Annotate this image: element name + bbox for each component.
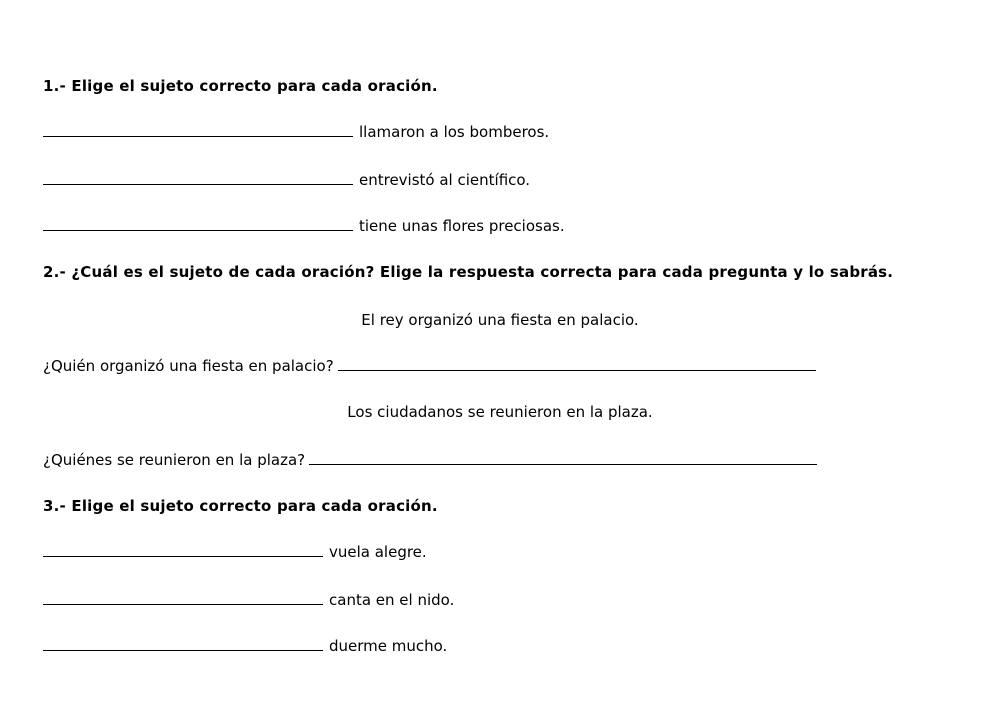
item-text: canta en el nido. — [329, 591, 455, 609]
item-text: tiene unas flores preciosas. — [359, 217, 565, 235]
section-3-item-1 — [43, 542, 427, 562]
question-text: ¿Quién organizó una fiesta en palacio? — [43, 357, 334, 375]
item-text: duerme mucho. — [329, 637, 448, 655]
section-1-heading: 1.- Elige el sujeto correcto para cada oración. — [43, 77, 438, 95]
item-text: llamaron a los bomberos. — [359, 123, 550, 141]
section-2-question-1 — [43, 356, 816, 376]
section-3-item-3 — [43, 636, 447, 656]
item-text: entrevistó al científico. — [359, 171, 531, 189]
section-1-item-2 — [43, 170, 530, 190]
answer-blank[interactable] — [43, 216, 353, 231]
answer-blank[interactable] — [309, 450, 817, 465]
section-2-sentence-2: Los ciudadanos se reunieron en la plaza. — [347, 403, 653, 421]
answer-blank[interactable] — [43, 636, 323, 651]
answer-blank[interactable] — [43, 122, 353, 137]
section-2-question-2 — [43, 450, 817, 470]
section-2-sentence-1: El rey organizó una fiesta en palacio. — [361, 311, 639, 329]
section-1-item-3 — [43, 216, 565, 236]
answer-blank[interactable] — [43, 170, 353, 185]
section-1-item-1 — [43, 122, 549, 142]
answer-blank[interactable] — [338, 356, 816, 371]
answer-blank[interactable] — [43, 590, 323, 605]
item-text: vuela alegre. — [329, 543, 427, 561]
answer-blank[interactable] — [43, 542, 323, 557]
section-2-heading: 2.- ¿Cuál es el sujeto de cada oración? Elige la respuesta correcta para cada pregunta y lo sabrás. — [43, 263, 894, 281]
section-3-heading: 3.- Elige el sujeto correcto para cada oración. — [43, 497, 438, 515]
question-text: ¿Quiénes se reunieron en la plaza? — [43, 451, 306, 469]
section-3-item-2 — [43, 590, 454, 610]
